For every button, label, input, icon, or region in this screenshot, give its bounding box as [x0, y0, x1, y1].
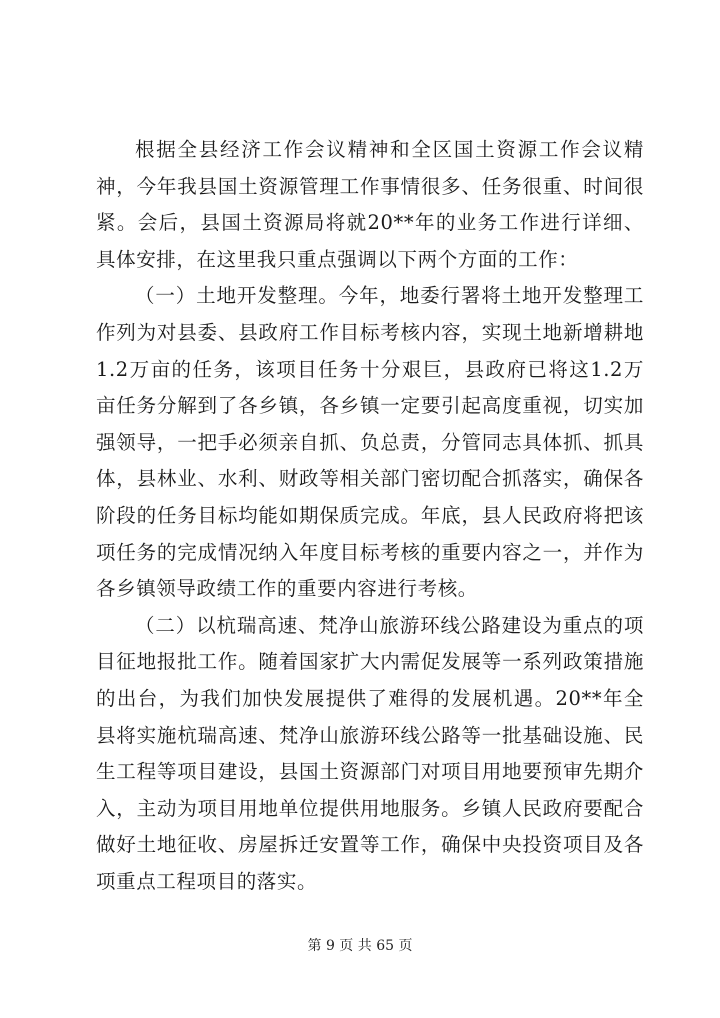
paragraph-land-development: （一）土地开发整理。今年，地委行署将土地开发整理工作列为对县委、县政府工作目标考核内容，实现土地新增耕地1.2万亩的任务，该项目任务十分艰巨，县政府已将这1.2万亩任务分解到了各乡镇，各乡镇一定要引起高度重视，切实加强领导，一把手必须亲自抓、负总责，分管同志具体抓、抓具体，县林业、水利、财政等相关部门密切配合抓落实，确保各阶段的任务目标均能如期保质完成。年底，县人民政府将把该项任务的完成情况纳入年度目标考核的重要内容之一，并作为各乡镇领导政绩工作的重要内容进行考核。 — [96, 284, 644, 601]
page-number-footer: 第 9 页 共 65 页 — [307, 938, 413, 954]
paragraph-intro: 根据全县经济工作会议精神和全区国土资源工作会议精神，今年我县国土资源管理工作事情很多、任务很重、时间很紧。会后，县国土资源局将就20**年的业务工作进行详细、具体安排，在这里我只重点强调以下两个方面的工作： — [96, 138, 644, 271]
paragraph-land-acquisition: （二）以杭瑞高速、梵净山旅游环线公路建设为重点的项目征地报批工作。随着国家扩大内需促发展等一系列政策措施的出台，为我们加快发展提供了难得的发展机遇。20**年全县将实施杭瑞高速、梵净山旅游环线公路等一批基础设施、民生工程等项目建设，县国土资源部门对项目用地要预审先期介入，主动为项目用地单位提供用地服务。乡镇人民政府要配合做好土地征收、房屋拆迁安置等工作，确保中央投资项目及各项重点工程项目的落实。 — [96, 613, 644, 893]
document-body — [96, 132, 644, 900]
